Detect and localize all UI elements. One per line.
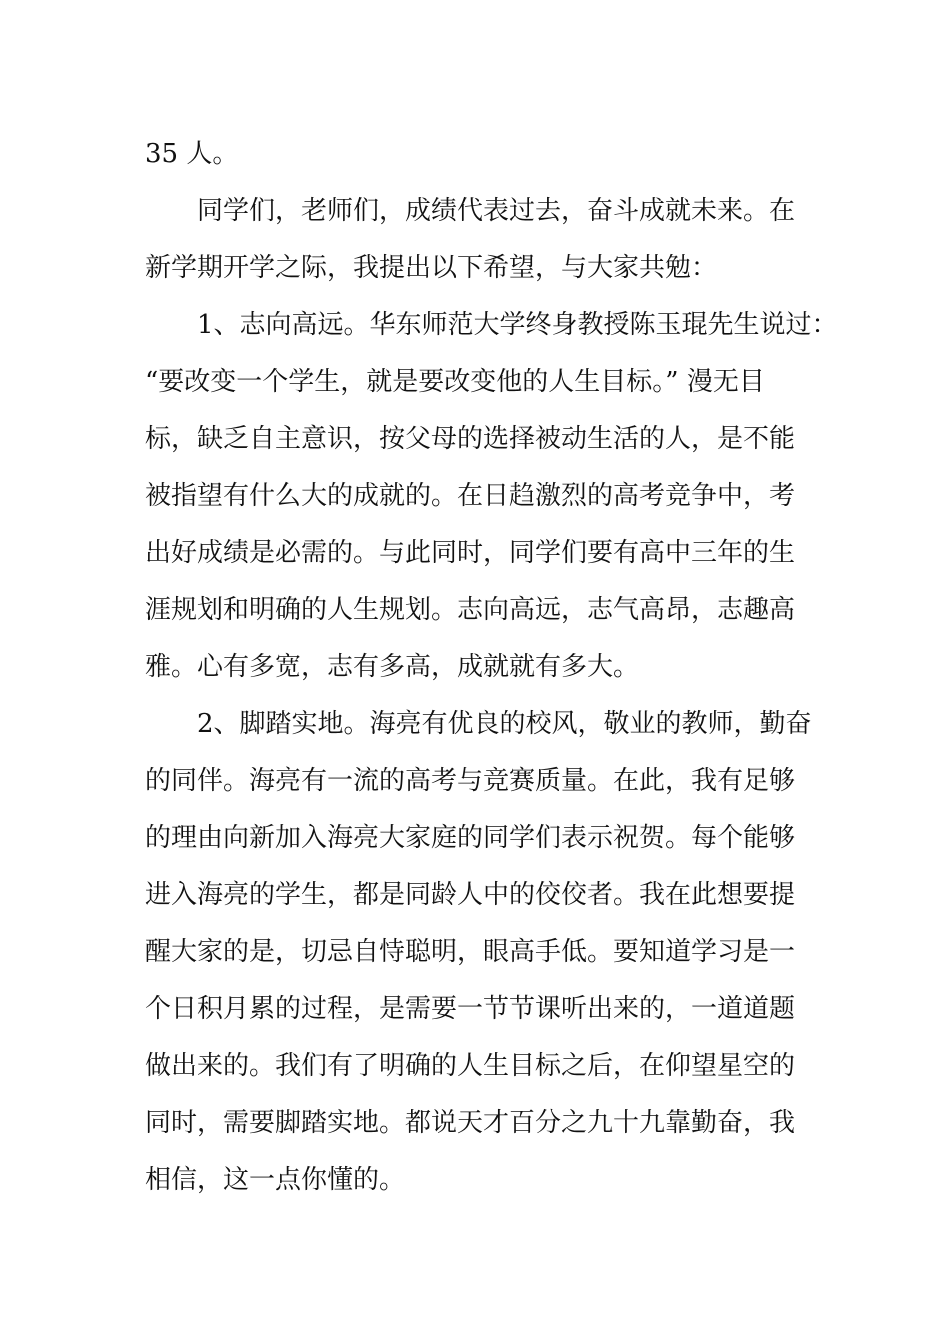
text-line: 的理由向新加入海亮大家庭的同学们表示祝贺。每个能够 [145, 823, 796, 853]
text-line: 的同伴。海亮有一流的高考与竞赛质量。在此，我有足够 [145, 766, 796, 796]
text-line: 相信，这一点你懂的。 [145, 1165, 406, 1195]
text-line: 涯规划和明确的人生规划。志向高远，志气高昂，志趣高 [145, 595, 796, 625]
text-line: “要改变一个学生，就是要改变他的人生目标。” 漫无目 [145, 367, 765, 397]
text-line: 被指望有什么大的成就的。在日趋激烈的高考竞争中，考 [145, 481, 796, 511]
text-line: 同时，需要脚踏实地。都说天才百分之九十九靠勤奋，我 [145, 1108, 796, 1138]
paragraph-first-line: 2、脚踏实地。海亮有优良的校风，敬业的教师，勤奋 [197, 709, 812, 739]
text-line: 做出来的。我们有了明确的人生目标之后，在仰望星空的 [145, 1051, 796, 1081]
text-line: 个日积月累的过程，是需要一节节课听出来的，一道道题 [145, 994, 796, 1024]
paragraph-first-line: 1、志向高远。华东师范大学终身教授陈玉琨先生说过： [197, 310, 838, 340]
text-line: 标，缺乏自主意识，按父母的选择被动生活的人，是不能 [145, 424, 796, 454]
paragraph-first-line: 同学们，老师们，成绩代表过去，奋斗成就未来。在 [197, 196, 796, 226]
text-line: 出好成绩是必需的。与此同时，同学们要有高中三年的生 [145, 538, 796, 568]
text-line: 进入海亮的学生，都是同龄人中的佼佼者。我在此想要提 [145, 880, 796, 910]
text-line: 醒大家的是，切忌自恃聪明，眼高手低。要知道学习是一 [145, 937, 796, 967]
text-line: 新学期开学之际，我提出以下希望，与大家共勉： [145, 253, 718, 283]
text-line: 雅。心有多宽，志有多高，成就就有多大。 [145, 652, 640, 682]
text-line: 35 人。 [145, 139, 239, 169]
